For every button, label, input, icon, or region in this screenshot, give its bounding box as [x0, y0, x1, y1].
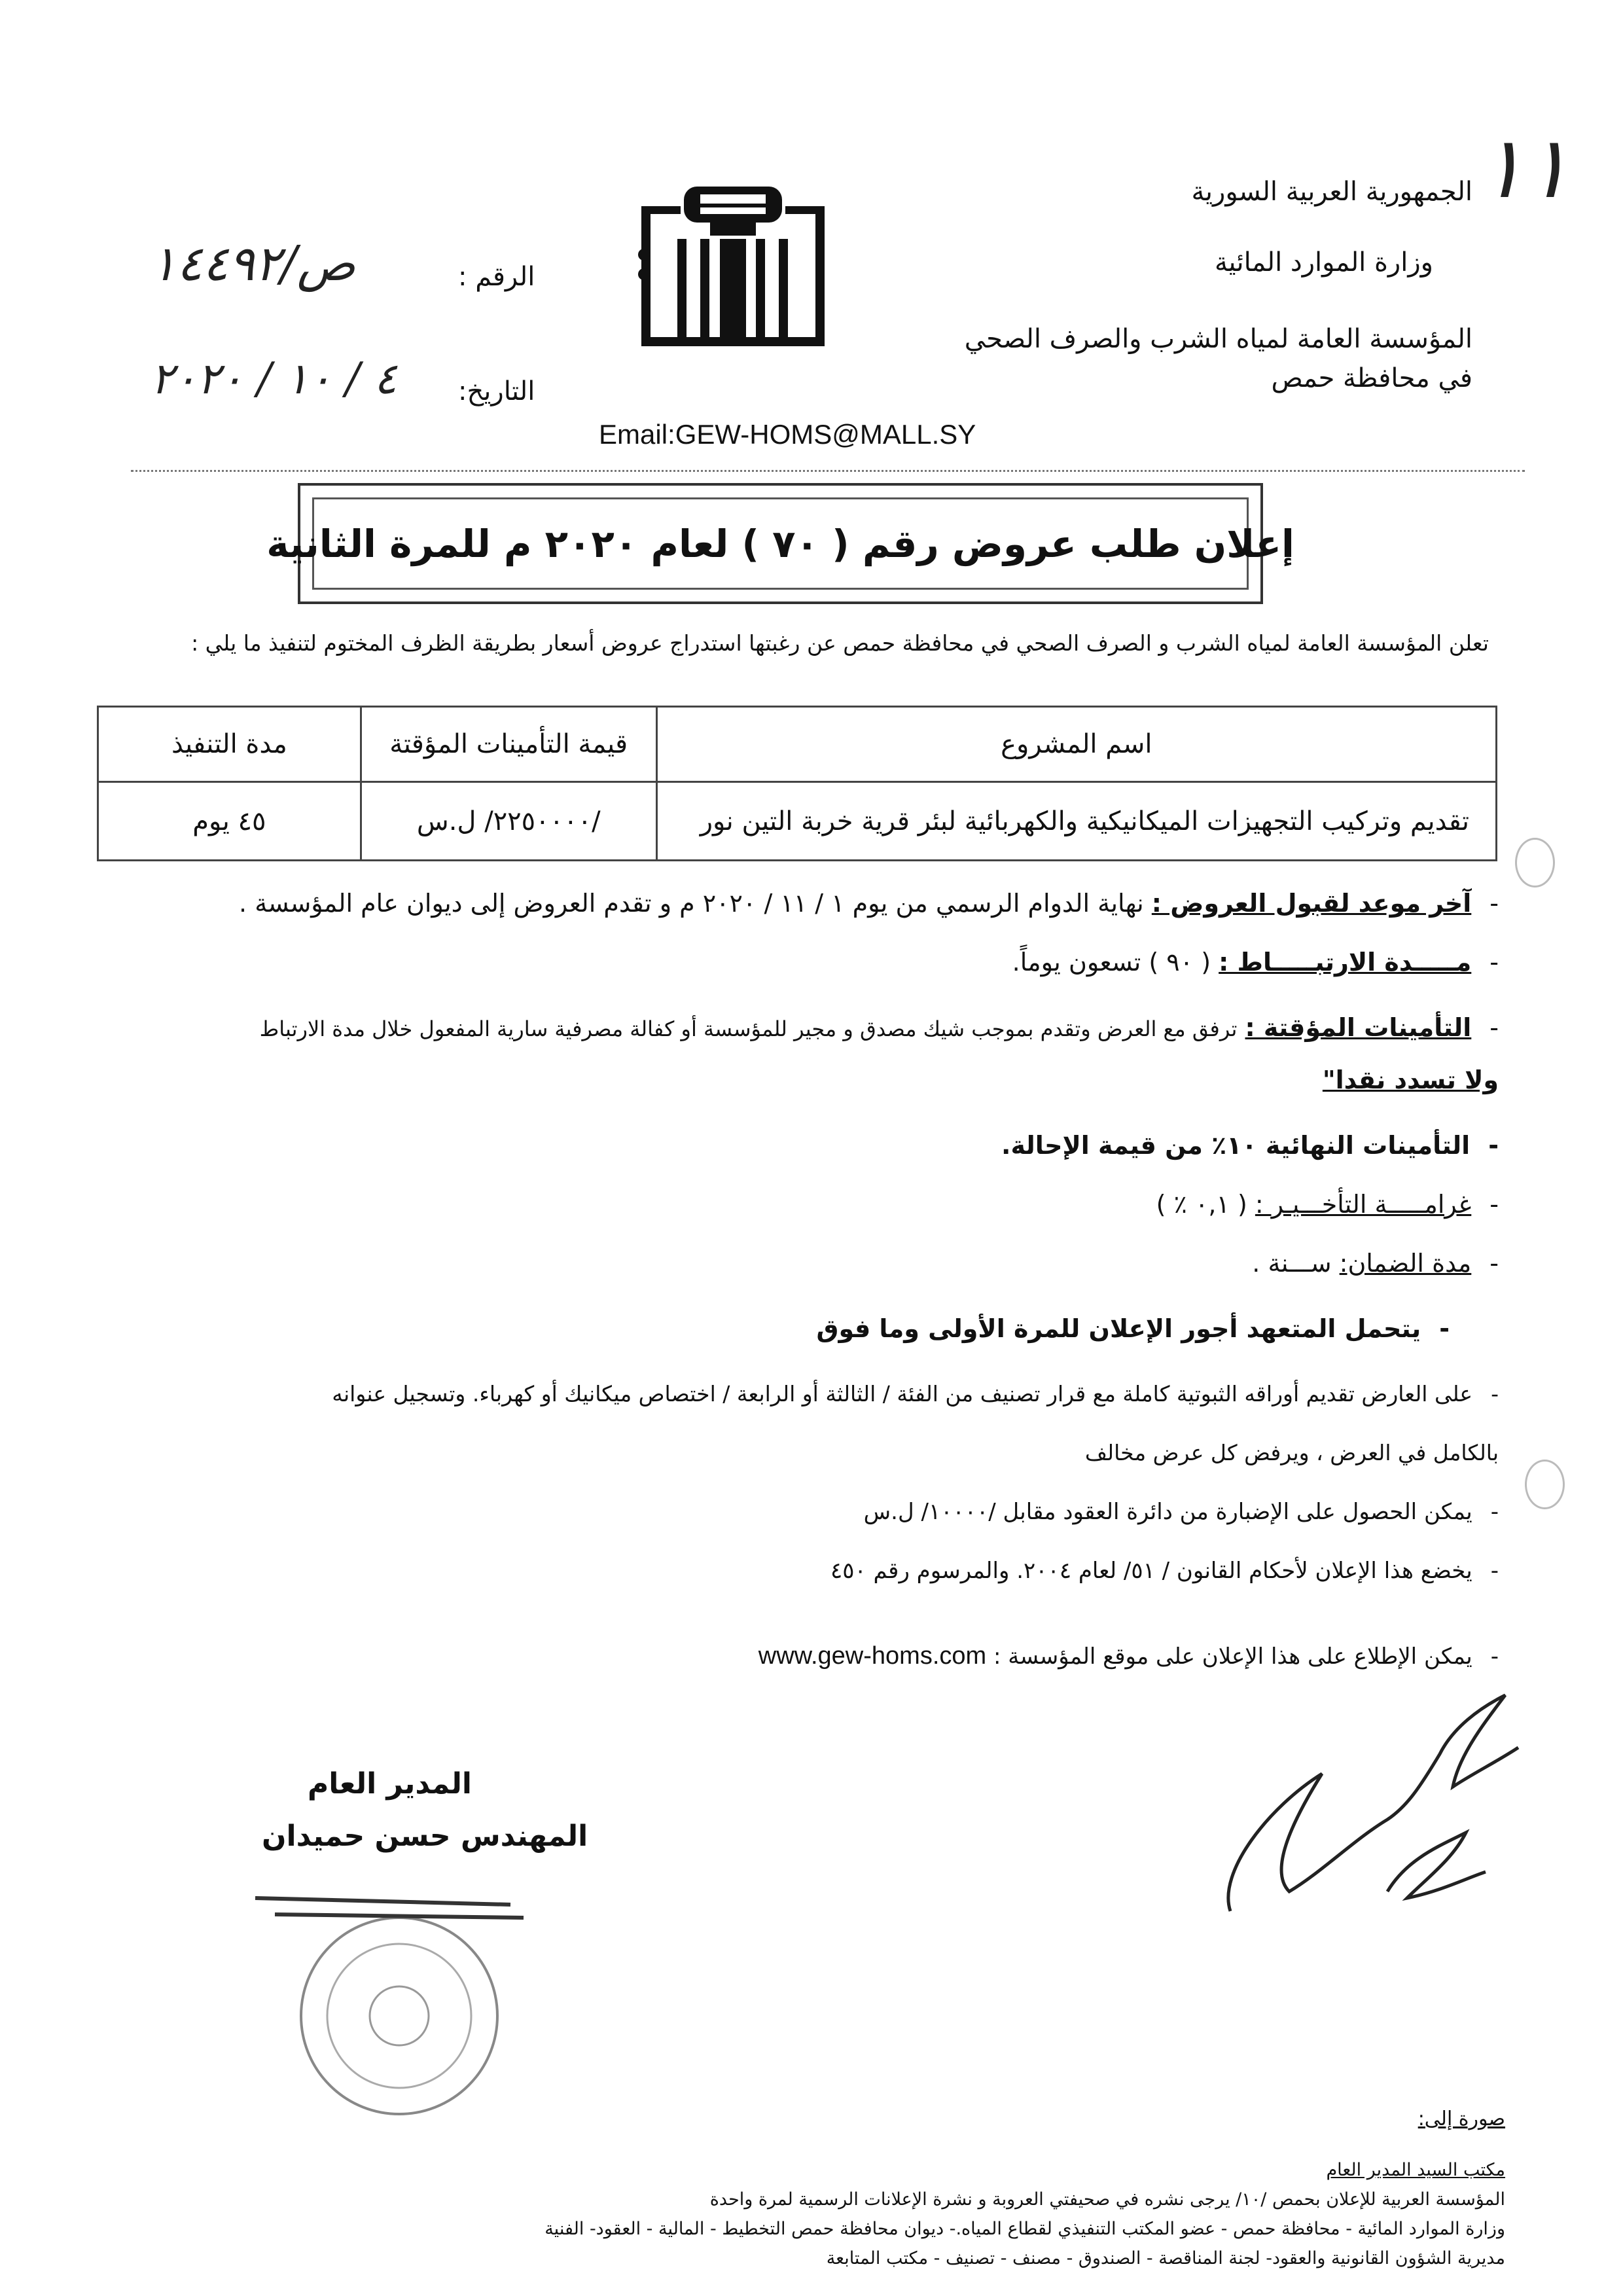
signatory-name: المهندس حسن حميدان	[262, 1820, 588, 1853]
date-value: ٤ / ١٠ / ٢٠٢٠	[151, 353, 397, 404]
binding-text: ( ٩٠ ) تسعون يوماً.	[1012, 948, 1211, 977]
handwritten-signature	[1191, 1676, 1531, 1924]
official-stamp	[249, 1885, 550, 2121]
temp-deposit-text: ترفق مع العرض وتقدم بموجب شيك مصدق و مجير للمؤسسة أو كفالة مصرفية سارية المفعول خلال مدة الارتباط	[259, 1016, 1238, 1041]
temp-deposit-label: التأمينات المؤقتة :	[1245, 1013, 1472, 1042]
penalty-label: غرامـــــة التأخـــيـر :	[1255, 1190, 1472, 1219]
footer-line-3: وزارة الموارد المائية - محافظة حمص - عضو المكتب التنفيذي لقطاع المياه.- ديوان محافظة حمص التخطيط - المالية - العقود- الفنية	[544, 2219, 1505, 2239]
reference-number-label: الرقم :	[458, 262, 535, 292]
header-ministry: وزارة الموارد المائية	[1214, 247, 1433, 278]
ads-fees-text: يتحمل المتعهد أجور الإعلان للمرة الأولى وما فوق	[816, 1314, 1421, 1343]
header-country: الجمهورية العربية السورية	[1191, 177, 1472, 207]
header-governorate: في محافظة حمص	[1271, 363, 1472, 393]
item-deadline: -آخر موعد لقبول العروض : نهاية الدوام الرسمي من يوم ١ / ١١ / ٢٠٢٠ م و تقدم العروض إلى ديوان عام المؤسسة .	[239, 889, 1499, 918]
intro-paragraph: تعلن المؤسسة العامة لمياه الشرب و الصرف الصحي في محافظة حمص عن رغبتها استدراج عروض أسعار بطريقة الظرف المختوم لتنفيذ ما يلي :	[191, 630, 1489, 656]
warranty-label: مدة الضمان:	[1339, 1249, 1472, 1278]
announcement-title: إعلان طلب عروض رقم ( ٧٠ ) لعام ٢٠٢٠ م للمرة الثانية	[266, 521, 1294, 566]
documents-text-2: بالكامل في العرض ، ويرفض كل عرض مخالف	[1084, 1440, 1499, 1465]
projects-table	[97, 706, 1497, 861]
cell-duration: ٤٥ يوم	[98, 782, 361, 861]
item-ads-fees: -يتحمل المتعهد أجور الإعلان للمرة الأولى وما فوق	[816, 1314, 1450, 1343]
date-label: التاريخ:	[458, 376, 535, 406]
cell-deposit: /٢٢٥٠٠٠٠/ ل.س	[361, 782, 656, 861]
header-divider	[131, 470, 1525, 472]
website-text: يمكن الإطلاع على هذا الإعلان على موقع المؤسسة :	[993, 1643, 1472, 1670]
punch-hole-mark-2	[1525, 1460, 1565, 1509]
item-website: -يمكن الإطلاع على هذا الإعلان على موقع المؤسسة : www.gew-homs.com	[758, 1642, 1499, 1670]
header-institution: المؤسسة العامة لمياه الشرب والصرف الصحي	[964, 324, 1472, 354]
website-link[interactable]: www.gew-homs.com	[758, 1642, 987, 1670]
col-duration: مدة التنفيذ	[98, 707, 361, 782]
item-final-deposit: -التأمينات النهائية ١٠٪ من قيمة الإحالة.	[1001, 1131, 1499, 1160]
item-binding: -مـــــدة الارتبـــــاط : ( ٩٠ ) تسعون يوماً.	[1012, 948, 1499, 977]
table-row	[98, 782, 1497, 861]
punch-hole-mark-1	[1515, 838, 1555, 888]
margin-handwritten-number: ١١	[1479, 118, 1571, 217]
item-temp-deposit: -التأمينات المؤقتة : ترفق مع العرض وتقدم بموجب شيك مصدق و مجير للمؤسسة أو كفالة مصرفية سارية المفعول خلال مدة الارتباط	[259, 1013, 1499, 1042]
reference-number-value: ص/١٤٤٩٢	[151, 236, 356, 292]
temp-deposit-text-2: ولا تسدد نقدا"	[1322, 1066, 1499, 1094]
item-documents: -على العارض تقديم أوراقه الثبوتية كاملة مع قرار تصنيف من الفئة / الثالثة أو الرابعة / اختصاص ميكانيك أو كهرباء. وتسجيل عنوانه	[332, 1381, 1499, 1407]
col-temp-deposit: قيمة التأمينات المؤقتة	[361, 707, 656, 782]
law-text: يخضع هذا الإعلان لأحكام القانون / ٥١/ لعام ٢٠٠٤. والمرسوم رقم ٤٥٠	[830, 1558, 1472, 1584]
penalty-text: ( ٠,١ ٪ )	[1156, 1190, 1247, 1219]
dossier-text: يمكن الحصول على الإضبارة من دائرة العقود مقابل /١٠٠٠٠/ ل.س	[863, 1499, 1472, 1525]
footer-line-4: مديرية الشؤون القانونية والعقود- لجنة المناقصة - الصندوق - مصنف - تصنيف - مكتب المتابعة	[826, 2248, 1505, 2269]
warranty-text: ســـنة .	[1252, 1249, 1332, 1278]
deadline-text: نهاية الدوام الرسمي من يوم ١ / ١١ / ٢٠٢٠ م و تقدم العروض إلى ديوان عام المؤسسة .	[239, 889, 1144, 918]
item-law: -يخضع هذا الإعلان لأحكام القانون / ٥١/ لعام ٢٠٠٤. والمرسوم رقم ٤٥٠	[830, 1558, 1499, 1584]
binding-label: مـــــدة الارتبـــــاط :	[1219, 948, 1472, 977]
final-deposit-text: التأمينات النهائية ١٠٪ من قيمة الإحالة.	[1001, 1131, 1471, 1160]
item-dossier: -يمكن الحصول على الإضبارة من دائرة العقود مقابل /١٠٠٠٠/ ل.س	[863, 1499, 1499, 1525]
item-warranty: -مدة الضمان: ســـنة .	[1252, 1249, 1499, 1278]
signatory-title: المدير العام	[308, 1767, 472, 1801]
item-temp-deposit-cont	[105, 1060, 1499, 1100]
table-header-row	[98, 707, 1497, 782]
copy-to-label: صورة إلى:	[1418, 2108, 1505, 2130]
cell-project: تقديم وتركيب التجهيزات الميكانيكية والكهربائية لبئر قرية خربة التين نور	[656, 782, 1496, 861]
item-penalty: -غرامـــــة التأخـــيـر : ( ٠,١ ٪ )	[1156, 1190, 1499, 1219]
logo-drop-2	[638, 268, 650, 280]
col-project-name: اسم المشروع	[656, 707, 1496, 782]
footer-line-2: المؤسسة العربية للإعلان بحمص /١٠/ يرجى نشره في صحيفتي العروبة و نشرة الإعلانات الرسمية لمرة واحدة	[709, 2189, 1505, 2210]
institution-logo	[638, 180, 828, 350]
documents-text: على العارض تقديم أوراقه الثبوتية كاملة مع قرار تصنيف من الفئة / الثالثة أو الرابعة / اختصاص ميكانيك أو كهرباء. وتسجيل عنوانه	[332, 1381, 1473, 1407]
title-box	[266, 483, 1294, 604]
logo-drop-1	[638, 249, 650, 260]
footer-line-1: مكتب السيد المدير العام	[1326, 2160, 1505, 2180]
item-documents-cont	[105, 1433, 1499, 1473]
title-box-inner	[266, 497, 1294, 590]
email-address: Email:GEW-HOMS@MALL.SY	[599, 419, 976, 450]
deadline-label: آخر موعد لقبول العروض :	[1151, 889, 1472, 918]
